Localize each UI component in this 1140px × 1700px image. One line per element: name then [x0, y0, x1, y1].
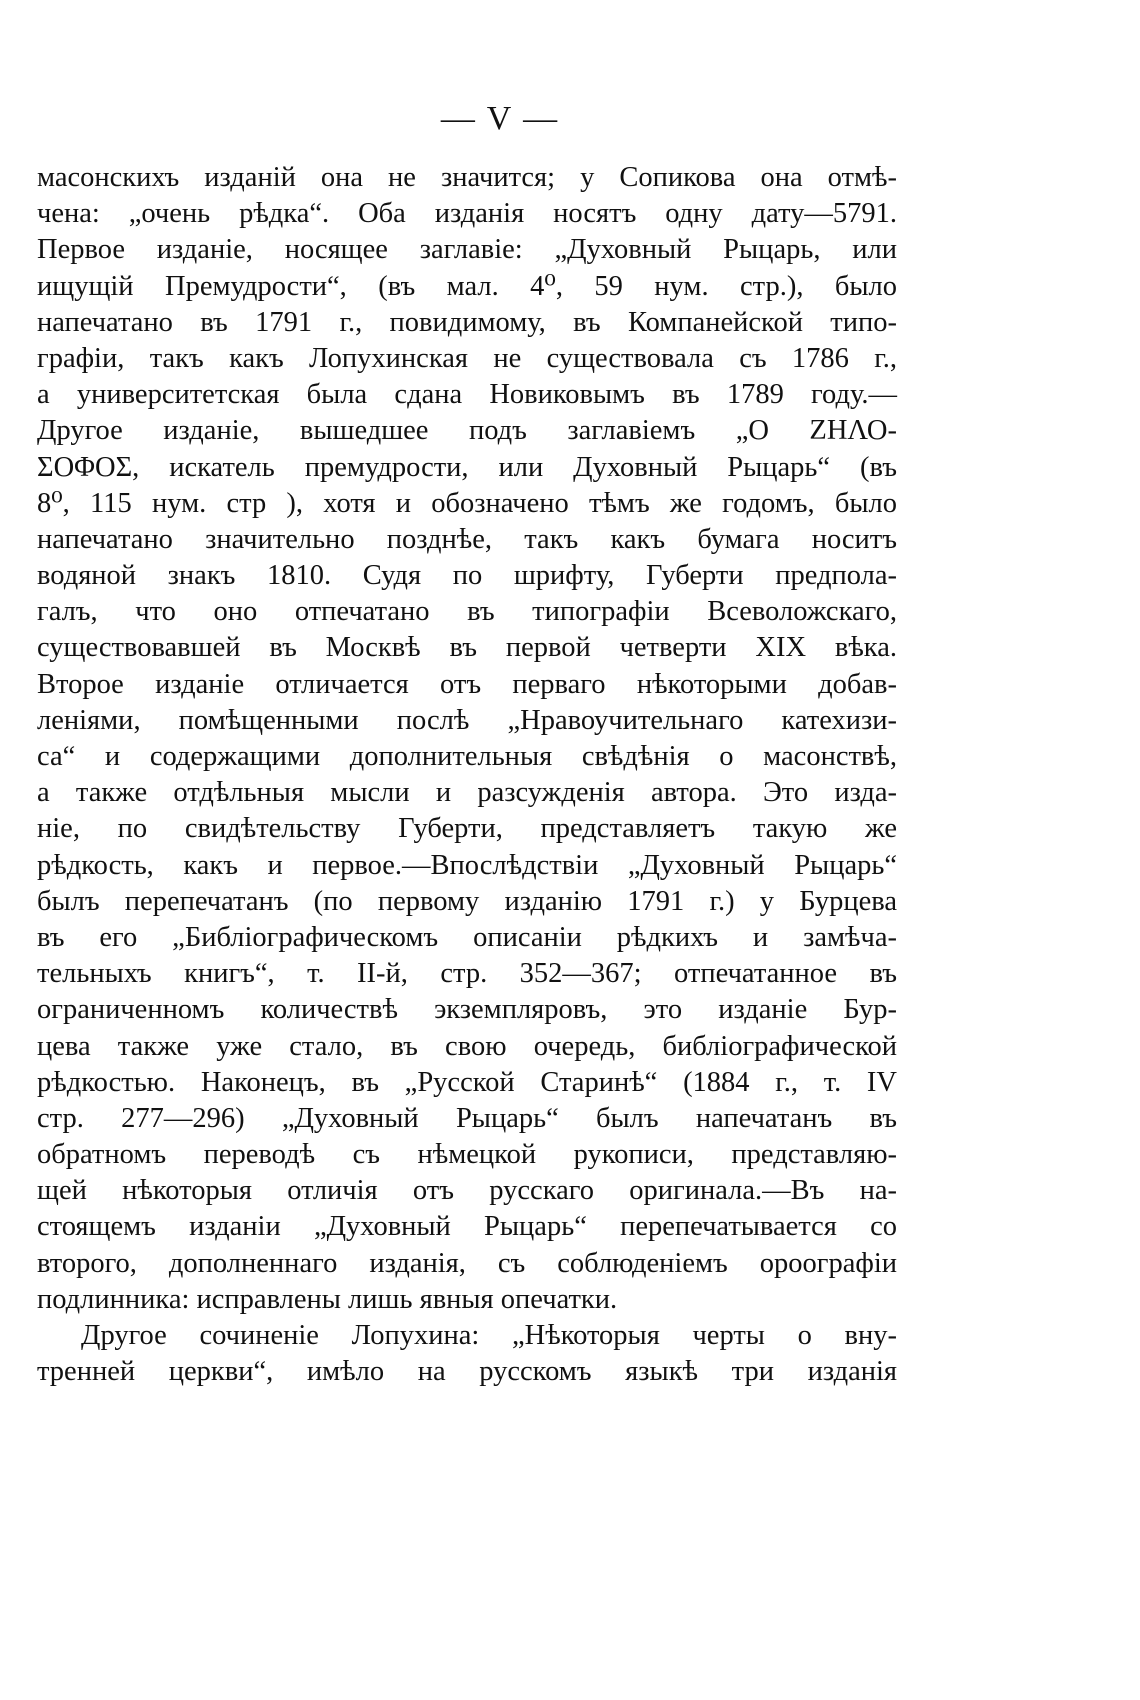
text-line: а также отдѣльныя мысли и разсужденія автора. Это изда- — [37, 777, 897, 809]
body-text — [37, 160, 897, 1390]
text-line: масонскихъ изданій она не значится; у Сопикова она отмѣ- — [37, 162, 897, 193]
text-line: обратномъ переводѣ съ нѣмецкой рукописи, представляю- — [37, 1139, 897, 1171]
text-line: Первое изданіе, носящее заглавіе: „Духовный Рыцарь, или — [37, 234, 897, 266]
text-line: ищущій Премудрости“, (въ мал. 4⁰, 59 нум. стр.), было — [37, 270, 897, 302]
text-line: стоящемъ изданіи „Духовный Рыцарь“ перепечатывается со — [37, 1211, 897, 1243]
text-line: второго, дополненнаго изданія, съ соблюденіемъ ороографіи — [37, 1247, 897, 1279]
text-line: существовавшей въ Москвѣ въ первой четверти XIX вѣка. — [37, 632, 897, 664]
text-line: напечатано въ 1791 г., повидимому, въ Компанейской типо- — [37, 306, 897, 338]
text-line: галъ, что оно отпечатано въ типографіи Всеволожскаго, — [37, 596, 897, 628]
text-line: са“ и содержащими дополнительныя свѣдѣнія о масонствѣ, — [37, 741, 897, 772]
text-line: а университетская была сдана Новиковымъ въ 1789 году.— — [37, 379, 897, 411]
text-line: щей нѣкоторыя отличія отъ русскаго оригинала.—Въ на- — [37, 1175, 897, 1207]
text-line: водяной знакъ 1810. Судя по шрифту, Губерти предпола- — [37, 560, 897, 592]
page-number: — V — — [440, 100, 560, 137]
text-line: ніе, по свидѣтельству Губерти, представляетъ такую же — [37, 813, 897, 845]
paragraph-1 — [37, 160, 897, 1318]
text-line: подлинника: исправлены лишь явныя опечатки. — [37, 1283, 618, 1315]
text-line: 8⁰, 115 нум. стр ), хотя и обозначено тѣмъ же годомъ, было — [37, 487, 897, 519]
text-line: чена: „очень рѣдка“. Оба изданія носятъ одну дату—5791. — [37, 198, 897, 230]
text-line: въ его „Библіографическомъ описаніи рѣдкихъ и замѣча- — [37, 921, 897, 953]
text-line: Другое изданіе, вышедшее подъ заглавіемъ „Ο ΖΗΛΟ- — [37, 415, 897, 447]
paragraph-2 — [37, 1318, 897, 1390]
text-line: графіи, такъ какъ Лопухинская не существовала съ 1786 г., — [37, 342, 897, 374]
text-line: ограниченномъ количествѣ экземпляровъ, это изданіе Бур- — [37, 994, 897, 1026]
text-line: тельныхъ книгъ“, т. ІІ-й, стр. 352—367; отпечатанное въ — [37, 958, 897, 990]
text-line: рѣдкость, какъ и первое.—Впослѣдствіи „Духовный Рыцарь“ — [37, 849, 897, 881]
text-line: леніями, помѣщенными послѣ „Нравоучительнаго катехизи- — [37, 704, 897, 736]
text-line: Другое сочиненіе Лопухина: „Нѣкоторыя черты о вну- — [81, 1320, 897, 1351]
text-line: Второе изданіе отличается отъ перваго нѣкоторыми добав- — [37, 668, 897, 700]
text-line: цева также уже стало, въ свою очередь, библіографической — [37, 1030, 897, 1062]
text-line: ΣΟΦΟΣ, искатель премудрости, или Духовный Рыцарь“ (въ — [37, 451, 897, 483]
text-line: стр. 277—296) „Духовный Рыцарь“ былъ напечатанъ въ — [37, 1102, 897, 1134]
text-line: напечатано значительно позднѣе, такъ какъ бумага носитъ — [37, 523, 897, 555]
text-line: былъ перепечатанъ (по первому изданію 1791 г.) у Бурцева — [37, 885, 897, 917]
text-line: рѣдкостью. Наконецъ, въ „Русской Старинѣ“ (1884 г., т. IV — [37, 1066, 897, 1098]
text-line: тренней церкви“, имѣло на русскомъ языкѣ три изданія — [37, 1356, 897, 1388]
